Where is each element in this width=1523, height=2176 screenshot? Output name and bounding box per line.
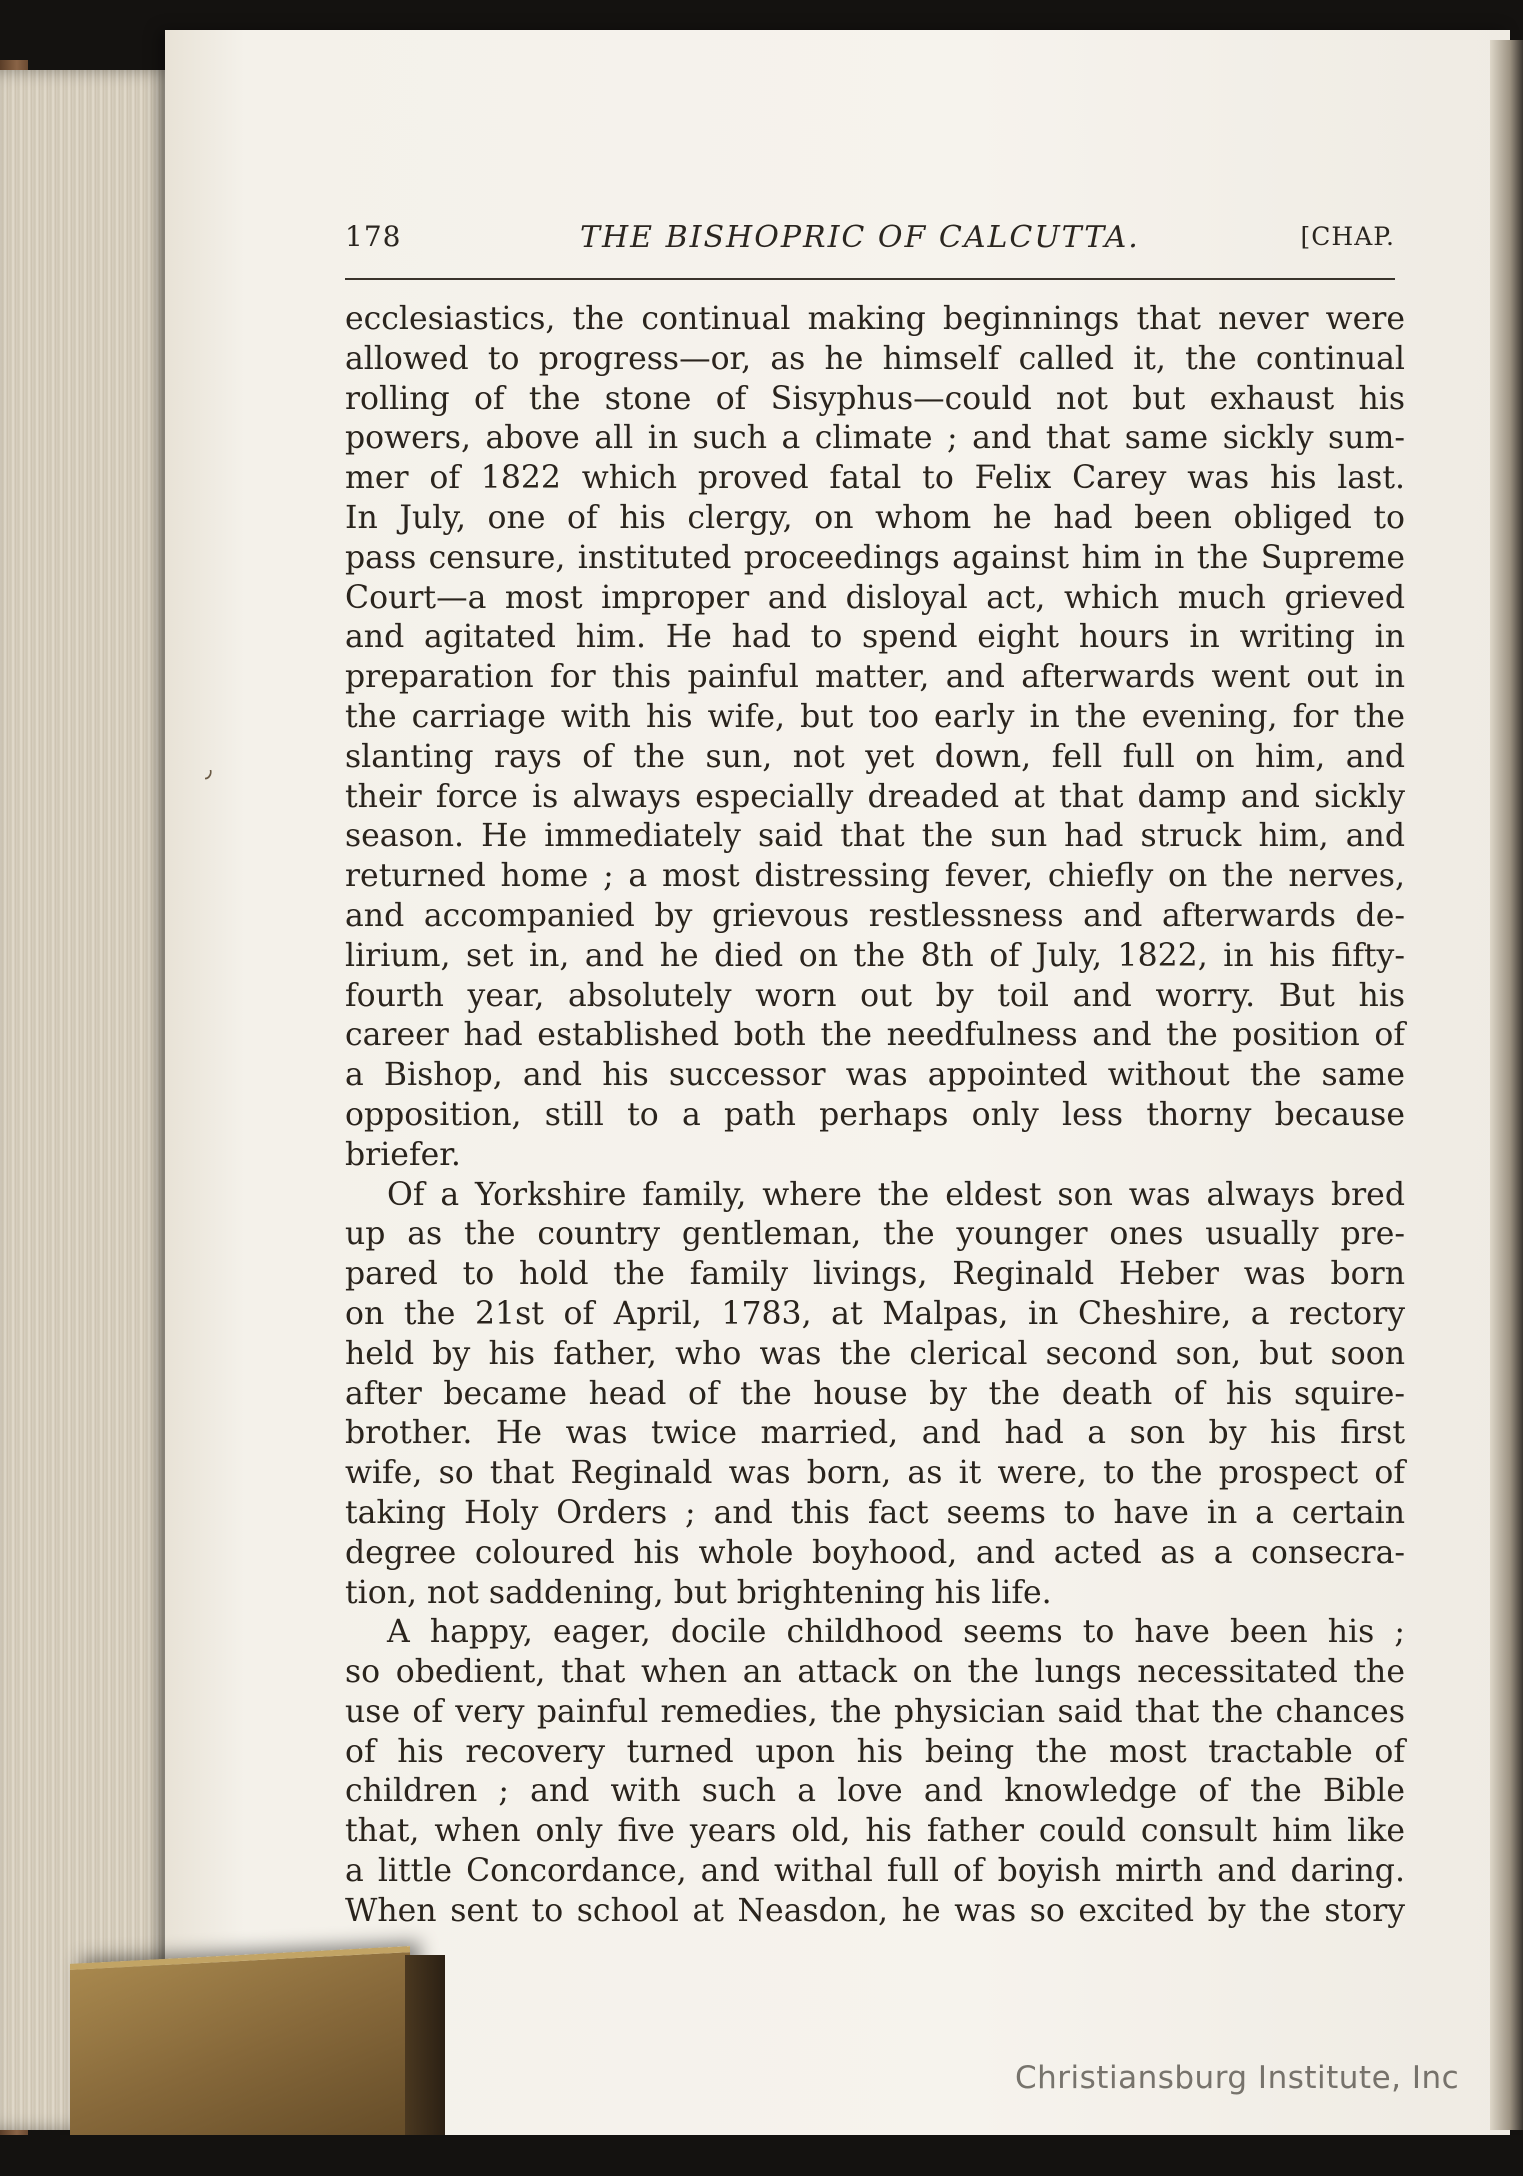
header-rule: [345, 278, 1395, 280]
text-line: held by his father, who was the clerical second son, but soon: [345, 1335, 1405, 1372]
running-title: THE BISHOPRIC OF CALCUTTA.: [580, 220, 1140, 255]
chapter-marker: [CHAP.: [1300, 222, 1395, 251]
text-line: When sent to school at Neasdon, he was so excited by the story: [345, 1892, 1405, 1929]
margin-mark: ٫: [205, 758, 213, 783]
text-line: Court—a most improper and disloyal act, which much grieved: [345, 579, 1405, 616]
text-line: briefer.: [345, 1136, 461, 1173]
text-line: In July, one of his clergy, on whom he had been obliged to: [345, 499, 1405, 536]
text-line: a Bishop, and his successor was appointed without the same: [345, 1057, 1405, 1094]
text-line: season. He immediately said that the sun had struck him, and: [345, 818, 1405, 855]
page-number: 178: [345, 220, 402, 253]
text-line: of his recovery turned upon his being the most tractable of: [345, 1733, 1405, 1770]
bottom-shadow: [0, 2135, 1523, 2176]
text-line: brother. He was twice married, and had a son by his first: [345, 1415, 1405, 1452]
text-line: opposition, still to a path perhaps only less thorny because: [345, 1096, 1405, 1133]
text-line: pass censure, instituted proceedings against him in the Supreme: [345, 539, 1405, 576]
text-line: ecclesiastics, the continual making beginnings that never were: [345, 301, 1405, 337]
text-line: that, when only five years old, his father could consult him like: [345, 1813, 1405, 1850]
text-line: returned home ; a most distressing fever, chiefly on the nerves,: [345, 858, 1405, 895]
running-head: [345, 216, 1395, 260]
text-line: slanting rays of the sun, not yet down, fell full on him, and: [345, 738, 1405, 775]
page-stack-edge: [0, 70, 175, 2130]
text-line: up as the country gentleman, the younger ones usually pre-: [345, 1216, 1405, 1253]
text-line: the carriage with his wife, but too early in the evening, for the: [345, 698, 1405, 735]
page-right-edge: [1490, 40, 1523, 2130]
text-line: pared to hold the family livings, Reginald Heber was born: [345, 1256, 1405, 1293]
text-line: powers, above all in such a climate ; and that same sickly sum-: [345, 420, 1405, 457]
text-line: on the 21st of April, 1783, at Malpas, in Cheshire, a rectory: [345, 1295, 1405, 1332]
text-line: mer of 1822 which proved fatal to Felix Carey was his last.: [345, 460, 1405, 497]
text-line: children ; and with such a love and knowledge of the Bible: [345, 1773, 1405, 1810]
text-line: and agitated him. He had to spend eight hours in writing in: [345, 619, 1405, 656]
text-line: a little Concordance, and withal full of boyish mirth and daring.: [345, 1853, 1405, 1890]
text-line: their force is always especially dreaded at that damp and sickly: [345, 778, 1405, 815]
text-line: and accompanied by grievous restlessness and afterwards de-: [345, 897, 1405, 934]
text-line: wife, so that Reginald was born, as it were, to the prospect of: [345, 1455, 1405, 1492]
text-line: so obedient, that when an attack on the lungs necessitated the: [345, 1654, 1405, 1691]
text-line: degree coloured his whole boyhood, and acted as a consecra-: [345, 1534, 1405, 1571]
text-line: preparation for this painful matter, and afterwards went out in: [345, 659, 1405, 696]
text-line: fourth year, absolutely worn out by toil and worry. But his: [345, 977, 1405, 1014]
text-line: after became head of the house by the death of his squire-: [345, 1375, 1405, 1412]
text-line: A happy, eager, docile childhood seems to have been his ;: [387, 1614, 1405, 1651]
text-line: Of a Yorkshire family, where the eldest son was always bred: [387, 1176, 1405, 1213]
text-line: allowed to progress—or, as he himself called it, the continual: [345, 340, 1405, 377]
body-text: [345, 300, 1405, 1932]
text-line: career had established both the needfulness and the position of: [345, 1017, 1405, 1054]
text-line: use of very painful remedies, the physician said that the chances: [345, 1693, 1405, 1730]
text-line: lirium, set in, and he died on the 8th of July, 1822, in his fifty-: [345, 937, 1405, 974]
text-line: tion, not saddening, but brightening his life.: [345, 1574, 1052, 1611]
text-line: rolling of the stone of Sisyphus—could not but exhaust his: [345, 380, 1405, 417]
watermark: Christiansburg Institute, Inc: [1015, 2060, 1460, 2096]
text-line: taking Holy Orders ; and this fact seems to have in a certain: [345, 1494, 1405, 1531]
